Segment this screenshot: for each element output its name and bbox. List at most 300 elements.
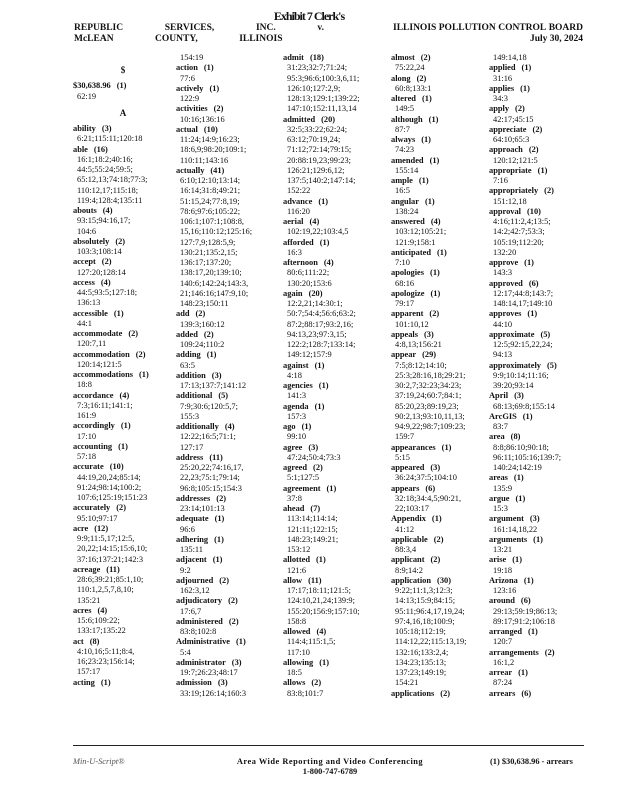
index-word: argue [489, 493, 510, 503]
occurrence-count: (1) [314, 360, 325, 370]
index-entry [489, 473, 597, 483]
page-line-refs: 32:5;33:22;62:24; [287, 124, 348, 134]
occurrence-count: (6) [521, 688, 532, 698]
index-word: apparent [391, 309, 424, 319]
page-line-refs: 30:2,7;32:23;34:23; [395, 381, 462, 390]
page-line-refs: 18:5 [287, 668, 302, 677]
page-line-refs: 122:2;128:7;133:14; [287, 340, 356, 349]
index-word: approve [489, 258, 519, 267]
page-line-refs: 83:8;101:7 [287, 688, 324, 698]
page-line-refs: 149:5 [395, 104, 415, 114]
index-word: applied [489, 63, 516, 73]
page-line-refs: 14:2;42:7;53:3; [493, 227, 545, 237]
index-entry [391, 217, 499, 227]
occurrence-count: (20) [308, 288, 323, 298]
index-entry [489, 689, 597, 699]
occurrence-count: (1) [437, 247, 447, 257]
occurrence-count: (2) [440, 688, 451, 698]
occurrence-count: (41) [210, 165, 225, 175]
index-entry [391, 197, 499, 207]
index-entry [73, 503, 181, 513]
occurrence-count: (2) [311, 678, 322, 688]
occurrence-count: (1) [522, 411, 533, 421]
occurrence-count: (6) [528, 278, 539, 288]
index-entry [176, 391, 284, 401]
page-line-refs: 101:10,12 [395, 319, 429, 329]
index-entry [489, 279, 597, 289]
index-entry [176, 494, 284, 504]
page-line-refs: 104:6 [77, 226, 97, 236]
index-word: actively [176, 83, 204, 93]
occurrence-count: (3) [430, 463, 441, 472]
occurrence-count: (10) [526, 206, 541, 216]
index-word: arrears [489, 688, 516, 698]
page-line-refs: 138:17,20;139:10; [180, 268, 242, 278]
index-word: appreciate [489, 124, 527, 134]
page-line-refs: 19:18 [493, 565, 513, 575]
index-word: adding [176, 350, 201, 360]
page-line-refs: 51:15,24;77:8,19; [180, 196, 240, 206]
page-line-refs: 44:19,20,24;85:14; [77, 472, 141, 482]
index-entry [283, 217, 391, 227]
page-line-refs: 95:3;96:6;100:3,6,11; [287, 73, 360, 83]
occurrence-count: (2) [416, 73, 427, 83]
page-line-refs: 154:21 [395, 678, 419, 688]
index-word: Appendix [391, 514, 426, 524]
index-entry [283, 238, 391, 248]
index-entry [391, 268, 499, 278]
index-word: acting [73, 677, 95, 687]
index-entry [73, 81, 181, 91]
occurrence-count: (4) [102, 206, 113, 215]
page-line-refs: 36:24;37:5;104:10 [395, 473, 457, 483]
occurrence-count: (3) [529, 514, 540, 524]
index-word: aerial [283, 217, 304, 226]
page-line-refs: 9:22;11:1,3;12:3; [395, 586, 453, 595]
caption-word: REPUBLIC [74, 23, 124, 33]
index-entry [73, 124, 181, 134]
occurrence-count: (1) [431, 514, 442, 524]
index-entry [391, 350, 499, 360]
page-line-refs: 138:24 [395, 206, 419, 216]
occurrence-count: (1) [421, 135, 431, 144]
index-word: allowing [283, 657, 314, 667]
page-line-refs: 136:13 [77, 298, 101, 308]
occurrence-count: (1) [318, 381, 329, 390]
index-word: additionally [176, 422, 219, 431]
page-line-refs: 7:5;8:12;14:10; [395, 360, 447, 370]
page-line-refs: 116:20 [287, 206, 310, 216]
caption-word: INC. [255, 23, 276, 33]
occurrence-count: (8) [510, 432, 521, 442]
index-word: action [176, 63, 198, 73]
caption-word: v. [317, 23, 324, 33]
occurrence-count: (2) [532, 124, 543, 134]
index-column-3 [283, 53, 391, 699]
page-line-refs: 114:12,22;115:13,19; [395, 637, 467, 647]
occurrence-count: (1) [524, 258, 534, 267]
occurrence-count: (2) [219, 575, 229, 585]
index-entry [176, 596, 284, 606]
page-line-refs: 105:18;112:19; [395, 627, 446, 636]
footer-divider [73, 745, 584, 746]
index-word: approved [489, 278, 523, 288]
occurrence-count: (2) [115, 236, 126, 246]
page-line-refs: 91:24;98:14;100:2; [77, 482, 142, 492]
occurrence-count: (2) [544, 186, 554, 196]
index-entry [391, 330, 499, 340]
index-word: application [391, 575, 432, 585]
index-column-5 [489, 53, 597, 699]
index-entry [283, 381, 391, 391]
index-entry [176, 678, 284, 688]
hearing-date-text: July 30, 2024 [529, 34, 583, 44]
page-line-refs: 9:9;11:5,17;12:5, [77, 534, 135, 543]
index-word: $30,638.96 [73, 81, 111, 91]
page-line-refs: 75:22,24 [395, 63, 425, 73]
page-line-refs: 12:17;44:8;143:7; [493, 288, 554, 298]
page-line-refs: 6:10;12:10;13:14; [180, 176, 241, 185]
index-entry [489, 432, 597, 442]
occurrence-count: (1) [116, 81, 127, 91]
page-line-refs: 63:12;70:19,24; [287, 135, 341, 144]
page-line-refs: 161:9 [77, 411, 97, 420]
page-line-refs: 159:7 [395, 432, 415, 442]
occurrence-count: (1) [418, 176, 429, 185]
index-word: accommodation [73, 349, 130, 359]
index-entry [391, 689, 499, 699]
occurrence-count: (1) [100, 677, 111, 687]
caption-word: ILLINOIS [393, 23, 437, 33]
occurrence-count: (2) [116, 503, 126, 513]
index-entry [176, 637, 284, 647]
index-word: ArcGIS [489, 411, 517, 421]
index-entry [391, 555, 499, 565]
occurrence-count: (1) [118, 441, 128, 451]
page-line-refs: 47:24;50:4;73:3 [287, 452, 341, 462]
index-word: allowed [283, 627, 311, 636]
page-line-refs: 148:23;149:21; [287, 534, 339, 544]
index-entry [489, 576, 597, 586]
occurrence-count: (10) [203, 124, 218, 134]
page-line-refs: 37:16;137:21;142:3 [77, 554, 144, 564]
index-entry [391, 248, 499, 258]
index-word: afforded [283, 237, 314, 247]
page-line-refs: 87:2;88:17;93:2,16; [287, 319, 354, 329]
index-entry [489, 166, 597, 176]
index-word: agreement [283, 483, 321, 493]
index-entry [391, 514, 499, 524]
page-line-refs: 29:13;59:19;86:13; [493, 606, 558, 616]
page-line-refs: 8:8;86:10;90:18; [493, 442, 549, 452]
page-line-refs: 87:7 [395, 124, 410, 134]
index-word: against [283, 360, 309, 370]
agency-caption-line1 [393, 23, 583, 34]
index-entry [489, 84, 597, 94]
occurrence-count: (1) [520, 83, 530, 93]
page-line-refs: 102:19,22;103:4,5 [287, 227, 349, 237]
index-entry [489, 63, 597, 73]
index-entry [489, 330, 597, 340]
index-column-4 [391, 53, 499, 699]
index-entry [489, 555, 597, 565]
index-entry [73, 329, 181, 339]
occurrence-count: (4) [316, 627, 327, 636]
occurrence-count: (18) [309, 53, 324, 62]
page-line-refs: 126:21;129:6,12; [287, 165, 345, 175]
page-line-refs: 21;146:16;147:9,10; [180, 288, 249, 298]
page-line-refs: 12:22;16:5;71:1; [180, 432, 236, 442]
case-caption [74, 23, 324, 45]
page-line-refs: 4:16;11:2,4;13:5; [493, 217, 551, 226]
index-entry [283, 258, 391, 268]
index-word: applicant [391, 555, 425, 565]
page-line-refs: 132:20 [493, 247, 517, 257]
index-word: approximately [489, 360, 541, 370]
index-entry [489, 596, 597, 606]
index-entry [176, 535, 284, 545]
index-word: angular [391, 196, 419, 206]
occurrence-count: (1) [533, 534, 543, 544]
page-line-refs: 105:19;112:20; [493, 237, 544, 247]
index-word: agenda [283, 401, 309, 411]
occurrence-count: (1) [139, 370, 149, 379]
index-word: approximate [489, 329, 535, 339]
occurrence-count: (2) [430, 555, 441, 565]
page-line-refs: 14:13;15:9;84:15; [395, 596, 456, 606]
page-line-refs: 96:8;105:15;154:3 [180, 483, 242, 493]
page-line-refs: 17:10 [77, 431, 97, 441]
page-line-refs: 140:6;142:24;143:3, [180, 278, 249, 288]
index-word: appeals [391, 329, 418, 339]
page-line-refs: 37:8 [287, 493, 302, 503]
page-line-refs: 83:8;102:8 [180, 627, 217, 636]
occurrence-count: (2) [429, 309, 440, 319]
index-word: apologize [391, 288, 425, 298]
caption-word: CONTROL [498, 23, 547, 33]
occurrence-count: (1) [314, 401, 325, 411]
page-line-refs: 20:88:19,23;99:23; [287, 155, 351, 165]
index-word: accessible [73, 308, 108, 318]
occurrence-count: (3) [101, 124, 112, 133]
index-entry [176, 514, 284, 524]
index-entry [73, 421, 181, 431]
index-word: allow [283, 575, 303, 585]
index-word: appropriately [489, 186, 539, 196]
index-entry [73, 206, 181, 216]
index-entry [176, 330, 284, 340]
page-line-refs: 109:24;110:2 [180, 340, 225, 349]
index-entry [176, 658, 284, 668]
index-word: administered [176, 616, 223, 626]
index-word: afternoon [283, 258, 318, 267]
index-entry [489, 186, 597, 196]
page-line-refs: 128:13;129:1;139:22; [287, 94, 360, 103]
page-line-refs: 15:6;109:22; [77, 616, 120, 625]
page-line-refs: 22;103:17 [395, 504, 429, 513]
page-line-refs: 134:23;135:13; [395, 657, 447, 667]
page-line-refs: 149:14,18 [493, 53, 527, 62]
index-word: appears [391, 483, 420, 493]
page-line-refs: 90:2,13;93:10,11,13; [395, 411, 465, 421]
page-line-refs: 121:11;122:15; [287, 524, 338, 534]
index-word: agreed [283, 463, 308, 472]
footer-phone: 1-800-747-6789 [302, 767, 358, 776]
index-entry [73, 370, 181, 380]
page-line-refs: 9:9;10:14;11:16; [493, 370, 549, 380]
page-line-refs: 42:17;45:15 [493, 114, 534, 124]
caption-word: McLEAN [74, 34, 114, 44]
occurrence-count: (2) [203, 329, 214, 339]
page-line-refs: 65:12,13;74:18;77:3; [77, 175, 148, 185]
page-line-refs: 155:14 [395, 165, 419, 175]
index-entry [489, 494, 597, 504]
page-line-refs: 94:13 [493, 350, 513, 360]
index-word: arise [489, 555, 507, 565]
page-line-refs: 31:23;32:7;71:24; [287, 63, 348, 73]
index-entry [391, 176, 499, 186]
index-word: abouts [73, 206, 97, 215]
occurrence-count: (6) [520, 596, 531, 606]
page-line-refs: 13:21 [493, 545, 513, 554]
index-entry [176, 617, 284, 627]
page-line-refs: 16:5 [395, 186, 410, 196]
page-line-refs: 74:23 [395, 145, 415, 155]
page-line-refs: 68:13;69:8;155:14 [493, 401, 555, 411]
page-line-refs: 16:3 [287, 247, 302, 257]
index-entry [176, 555, 284, 565]
index-entry [489, 207, 597, 217]
page-line-refs: 89:17;91:2;106:18 [493, 616, 555, 626]
occurrence-count: (1) [523, 575, 534, 585]
index-entry [176, 371, 284, 381]
index-word: acre [73, 523, 89, 533]
page-line-refs: 93:15;94:16,17; [77, 216, 131, 226]
index-word: arguments [489, 534, 528, 544]
occurrence-count: (2) [515, 104, 525, 114]
occurrence-count: (4) [309, 217, 320, 226]
index-word: apologies [391, 268, 425, 278]
index-word: accordingly [73, 421, 115, 431]
page-line-refs: 120:14;121:5 [77, 359, 122, 369]
index-entry [283, 402, 391, 412]
index-word: ago [283, 422, 296, 431]
index-word: Administrative [176, 637, 230, 647]
page-line-refs: 155:3 [180, 411, 200, 421]
occurrence-count: (1) [214, 514, 225, 524]
page-line-refs: 68:16 [395, 278, 415, 288]
occurrence-count: (2) [128, 329, 139, 338]
page-line-refs: 161:14,18,22 [493, 524, 538, 534]
index-word: anticipated [391, 247, 432, 257]
index-entry [73, 462, 181, 472]
occurrence-count: (5) [218, 391, 229, 401]
index-word: almost [391, 53, 415, 62]
caption-word: COUNTY, [155, 34, 198, 44]
page-line-refs: 130:21;135:2,15; [180, 247, 238, 257]
page-line-refs: 152:22 [287, 186, 311, 196]
occurrence-count: (4) [97, 605, 108, 615]
page-line-refs: 110:1,2,5,7,8,10; [77, 585, 134, 595]
section-letter: $ [120, 65, 126, 75]
page-line-refs: 63:5 [180, 360, 195, 370]
index-entry [391, 74, 499, 84]
index-word: approves [489, 309, 522, 319]
index-entry [489, 535, 597, 545]
page-line-refs: 96:11;105:16;139:7; [493, 452, 562, 462]
page-line-refs: 28:6;39:21;85:1,10; [77, 575, 144, 584]
occurrence-count: (1) [424, 196, 435, 206]
index-entry [73, 309, 181, 319]
occurrence-count: (2) [544, 647, 555, 657]
page-line-refs: 44:1 [77, 318, 92, 328]
page-line-refs: 99:10 [287, 432, 307, 442]
index-entry [176, 350, 284, 360]
page-line-refs: 88:3,4 [395, 545, 417, 554]
occurrence-count: (3) [217, 678, 228, 688]
index-word: accurately [73, 503, 111, 513]
page-line-refs: 18:6,9;98:20;109:1; [180, 145, 247, 155]
index-entry [489, 309, 597, 319]
index-word: adequate [176, 514, 209, 524]
page-line-refs: 114:4;115:1,5; [287, 637, 336, 647]
index-word: ample [391, 176, 413, 185]
page-line-refs: 139:3;160:12 [180, 319, 225, 329]
occurrence-count: (7) [310, 504, 321, 513]
index-entry [176, 63, 284, 73]
index-entry [283, 443, 391, 453]
page-line-refs: 107:6;125:19;151:23 [77, 493, 148, 502]
index-entry [283, 555, 391, 565]
occurrence-count: (2) [433, 534, 444, 544]
page-line-refs: 113:14;114:14; [287, 514, 338, 524]
index-word: applies [489, 83, 515, 93]
index-entry [391, 289, 499, 299]
occurrence-count: (1) [537, 165, 548, 175]
occurrence-count: (1) [214, 534, 224, 544]
index-word: arrangements [489, 647, 539, 657]
index-word: advance [283, 196, 313, 206]
page-line-refs: 7:9;30:6;120:5,7; [180, 401, 238, 411]
page-line-refs: 5:1;127:5 [287, 473, 320, 483]
occurrence-count: (20) [321, 114, 336, 124]
occurrence-count: (2) [195, 309, 206, 319]
page-line-refs: 79:17 [395, 299, 415, 308]
index-entry [73, 606, 181, 616]
index-word: allotted [283, 555, 310, 565]
page-line-refs: 34:3 [493, 94, 508, 103]
page-line-refs: 17:13;137:7;141:12 [180, 381, 247, 390]
index-word: actual [176, 124, 198, 134]
index-word: although [391, 114, 423, 124]
occurrence-count: (3) [231, 657, 242, 667]
page-line-refs: 135:9 [493, 483, 513, 493]
index-entry [73, 237, 181, 247]
page-line-refs: 135:21 [77, 595, 101, 605]
exhibit-stamp: Exhibit 7 Clerk's [273, 9, 345, 23]
index-entry [489, 514, 597, 524]
page-line-refs: 96:6 [180, 524, 195, 534]
index-word: accordance [73, 390, 114, 400]
index-word: admit [283, 53, 304, 62]
index-word: allows [283, 678, 306, 688]
page-line-refs: 94:9,22;98:7;109:23; [395, 422, 466, 431]
page-line-refs: 16:14;31:8;49:21; [180, 186, 241, 196]
index-entry [391, 135, 499, 145]
occurrence-count: (3) [514, 391, 524, 401]
index-word: around [489, 596, 515, 606]
index-entry [283, 361, 391, 371]
